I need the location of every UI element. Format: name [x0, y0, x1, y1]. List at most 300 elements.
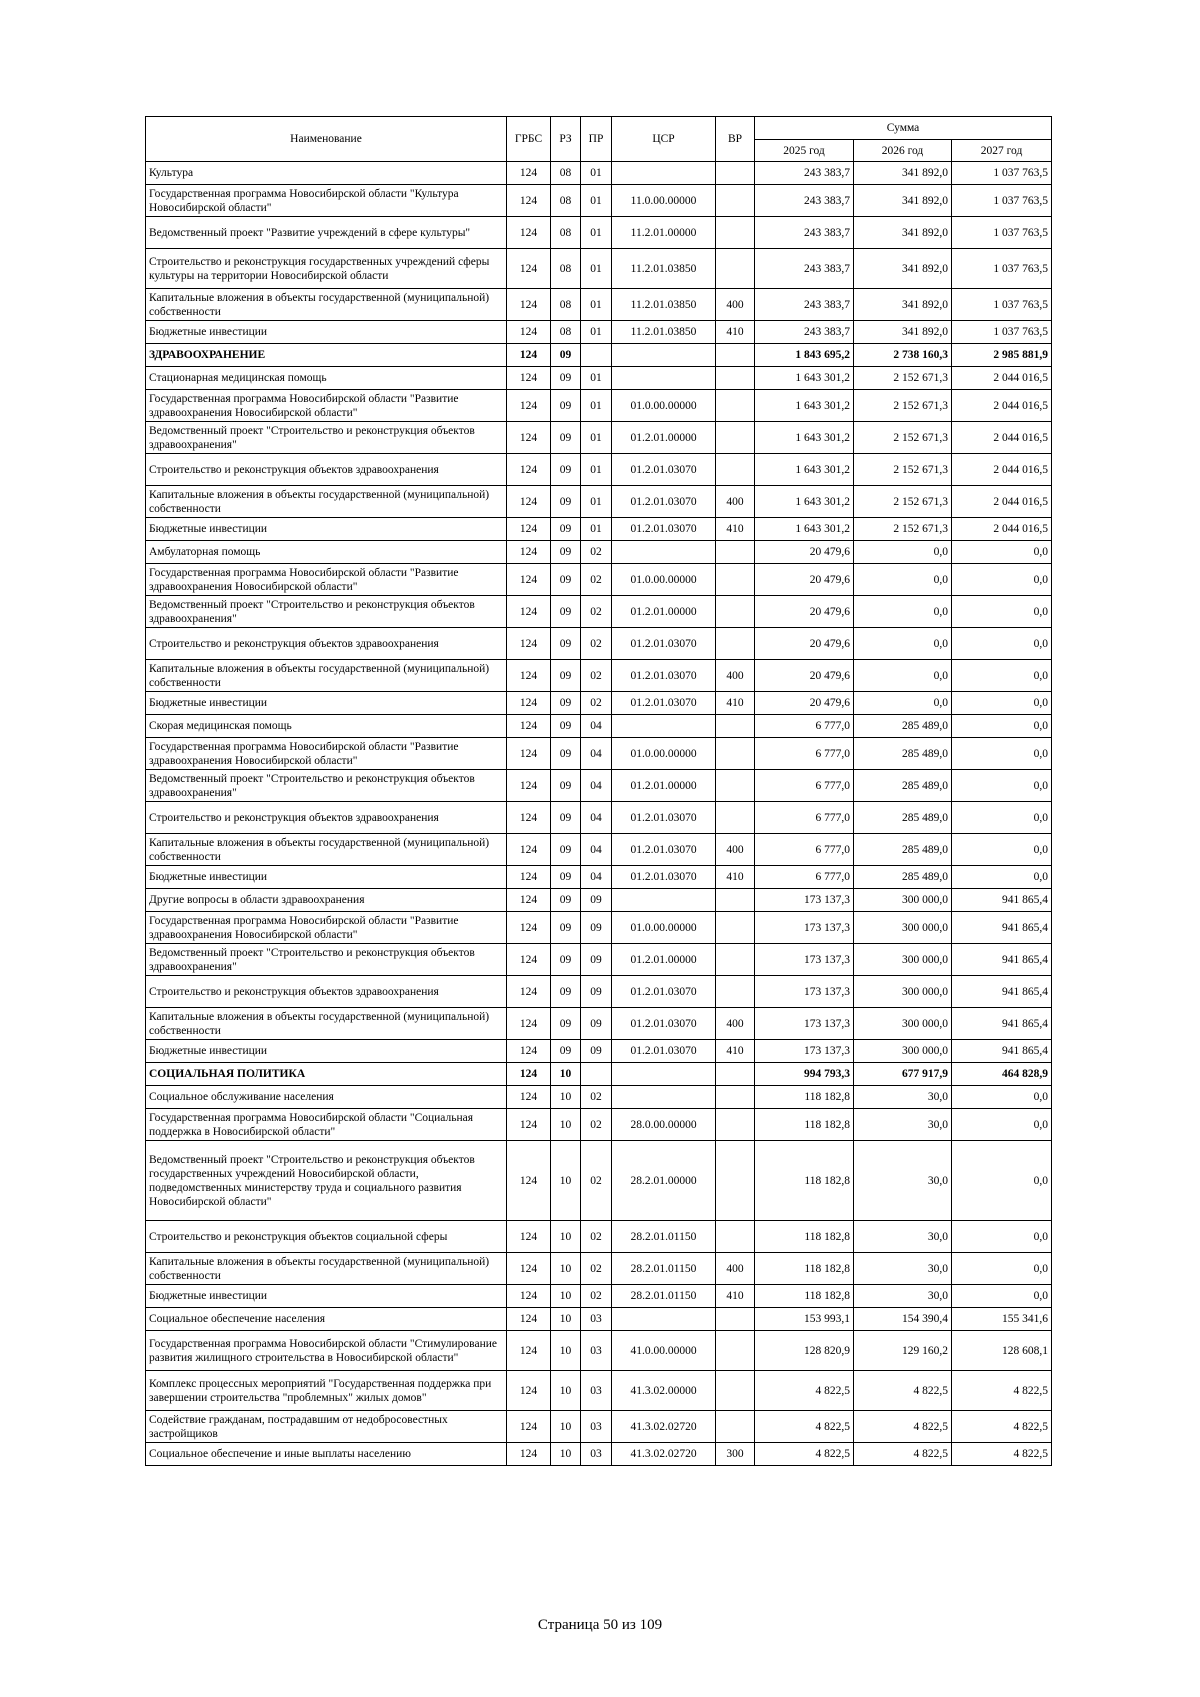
table-row [146, 715, 1052, 738]
row-pr: 02 [581, 1086, 612, 1109]
row-name: Комплекс процессных мероприятий "Государственная поддержка при завершении строительства "проблемных" жилых домов" [146, 1371, 507, 1411]
row-name: Ведомственный проект "Строительство и реконструкция объектов здравоохранения" [146, 596, 507, 628]
row-sum-2027: 1 037 763,5 [952, 289, 1052, 321]
row-pr: 01 [581, 454, 612, 486]
row-sum-2026: 341 892,0 [854, 249, 952, 289]
row-rz: 09 [551, 486, 581, 518]
row-pr: 09 [581, 1040, 612, 1063]
row-csr: 01.2.01.00000 [612, 422, 716, 454]
row-sum-2027: 2 044 016,5 [952, 486, 1052, 518]
row-csr: 01.2.01.00000 [612, 596, 716, 628]
row-rz: 09 [551, 541, 581, 564]
row-grbs: 124 [507, 1109, 551, 1141]
row-csr: 01.2.01.03070 [612, 1040, 716, 1063]
row-csr [612, 367, 716, 390]
row-vr [716, 367, 755, 390]
row-name: Капитальные вложения в объекты государственной (муниципальной) собственности [146, 660, 507, 692]
row-grbs: 124 [507, 1371, 551, 1411]
row-pr: 02 [581, 541, 612, 564]
table-row [146, 596, 1052, 628]
row-vr [716, 162, 755, 185]
row-grbs: 124 [507, 1331, 551, 1371]
row-sum-2027: 4 822,5 [952, 1371, 1052, 1411]
row-grbs: 124 [507, 249, 551, 289]
table-row [146, 289, 1052, 321]
row-name: Государственная программа Новосибирской области "Культура Новосибирской области" [146, 185, 507, 217]
row-vr [716, 596, 755, 628]
row-rz: 08 [551, 185, 581, 217]
header-name: Наименование [146, 117, 507, 162]
row-sum-2026: 30,0 [854, 1285, 952, 1308]
row-name: Социальное обслуживание населения [146, 1086, 507, 1109]
page-number: Страница 50 из 109 [537, 1617, 663, 1633]
row-vr [716, 185, 755, 217]
row-sum-2027: 1 037 763,5 [952, 217, 1052, 249]
row-vr [716, 912, 755, 944]
row-sum-2027: 0,0 [952, 1141, 1052, 1221]
row-sum-2026: 285 489,0 [854, 770, 952, 802]
table-row [146, 1221, 1052, 1253]
row-name: Государственная программа Новосибирской области "Развитие здравоохранения Новосибирской области" [146, 564, 507, 596]
header-rz: РЗ [551, 117, 581, 162]
row-sum-2026: 285 489,0 [854, 738, 952, 770]
row-grbs: 124 [507, 1253, 551, 1285]
row-sum-2027: 941 865,4 [952, 912, 1052, 944]
row-sum-2027: 0,0 [952, 541, 1052, 564]
row-vr [716, 1086, 755, 1109]
row-grbs: 124 [507, 1285, 551, 1308]
row-vr [716, 1141, 755, 1221]
row-sum-2025: 20 479,6 [755, 692, 854, 715]
row-sum-2025: 173 137,3 [755, 889, 854, 912]
budget-table [145, 116, 1052, 1466]
row-rz: 09 [551, 944, 581, 976]
row-rz: 10 [551, 1411, 581, 1443]
row-sum-2027: 128 608,1 [952, 1331, 1052, 1371]
row-sum-2026: 0,0 [854, 692, 952, 715]
row-pr: 04 [581, 802, 612, 834]
row-csr: 01.2.01.03070 [612, 1008, 716, 1040]
row-sum-2027: 941 865,4 [952, 1008, 1052, 1040]
row-csr: 28.2.01.01150 [612, 1285, 716, 1308]
row-sum-2025: 20 479,6 [755, 660, 854, 692]
table-row [146, 367, 1052, 390]
row-rz: 10 [551, 1285, 581, 1308]
row-name: ЗДРАВООХРАНЕНИЕ [146, 344, 507, 367]
row-sum-2027: 0,0 [952, 660, 1052, 692]
row-rz: 09 [551, 518, 581, 541]
row-sum-2026: 0,0 [854, 660, 952, 692]
table-row [146, 422, 1052, 454]
row-pr: 04 [581, 866, 612, 889]
row-vr [716, 1221, 755, 1253]
row-rz: 09 [551, 889, 581, 912]
row-pr: 02 [581, 1109, 612, 1141]
row-grbs: 124 [507, 1086, 551, 1109]
row-pr: 09 [581, 912, 612, 944]
row-pr: 02 [581, 564, 612, 596]
row-name: Культура [146, 162, 507, 185]
row-csr: 01.2.01.00000 [612, 770, 716, 802]
row-grbs: 124 [507, 185, 551, 217]
row-sum-2026: 4 822,5 [854, 1443, 952, 1466]
row-rz: 09 [551, 866, 581, 889]
row-csr [612, 715, 716, 738]
row-name: Строительство и реконструкция объектов здравоохранения [146, 976, 507, 1008]
row-sum-2026: 30,0 [854, 1086, 952, 1109]
row-grbs: 124 [507, 1040, 551, 1063]
row-grbs: 124 [507, 289, 551, 321]
header-year-2027: 2027 год [952, 140, 1052, 162]
row-csr: 41.3.02.00000 [612, 1371, 716, 1411]
row-sum-2025: 6 777,0 [755, 834, 854, 866]
row-pr: 01 [581, 321, 612, 344]
row-name: Государственная программа Новосибирской области "Стимулирование развития жилищного строительства в Новосибирской области" [146, 1331, 507, 1371]
row-pr: 01 [581, 390, 612, 422]
row-pr: 01 [581, 518, 612, 541]
row-csr [612, 889, 716, 912]
row-pr: 04 [581, 715, 612, 738]
row-csr: 41.3.02.02720 [612, 1443, 716, 1466]
row-pr: 02 [581, 1253, 612, 1285]
table-row [146, 692, 1052, 715]
row-name: Скорая медицинская помощь [146, 715, 507, 738]
row-sum-2025: 1 643 301,2 [755, 422, 854, 454]
row-csr: 01.0.00.00000 [612, 390, 716, 422]
row-name: Стационарная медицинская помощь [146, 367, 507, 390]
row-grbs: 124 [507, 321, 551, 344]
row-sum-2026: 30,0 [854, 1221, 952, 1253]
row-sum-2025: 6 777,0 [755, 715, 854, 738]
row-vr [716, 715, 755, 738]
row-rz: 09 [551, 834, 581, 866]
row-vr [716, 541, 755, 564]
row-pr: 01 [581, 217, 612, 249]
row-sum-2025: 118 182,8 [755, 1086, 854, 1109]
row-pr: 03 [581, 1443, 612, 1466]
row-sum-2027: 1 037 763,5 [952, 249, 1052, 289]
row-grbs: 124 [507, 162, 551, 185]
row-grbs: 124 [507, 564, 551, 596]
table-row [146, 1040, 1052, 1063]
row-rz: 09 [551, 912, 581, 944]
row-pr: 03 [581, 1371, 612, 1411]
row-csr: 28.2.01.01150 [612, 1221, 716, 1253]
row-vr: 400 [716, 1008, 755, 1040]
row-rz: 09 [551, 564, 581, 596]
row-vr: 410 [716, 518, 755, 541]
row-sum-2025: 243 383,7 [755, 162, 854, 185]
row-sum-2025: 243 383,7 [755, 249, 854, 289]
row-sum-2025: 243 383,7 [755, 321, 854, 344]
row-csr: 01.2.01.03070 [612, 834, 716, 866]
row-sum-2027: 4 822,5 [952, 1443, 1052, 1466]
row-sum-2026: 129 160,2 [854, 1331, 952, 1371]
table-row [146, 217, 1052, 249]
row-csr: 28.2.01.01150 [612, 1253, 716, 1285]
row-sum-2025: 20 479,6 [755, 541, 854, 564]
row-grbs: 124 [507, 912, 551, 944]
row-pr: 02 [581, 628, 612, 660]
row-rz: 09 [551, 738, 581, 770]
row-grbs: 124 [507, 1141, 551, 1221]
table-row [146, 541, 1052, 564]
row-rz: 08 [551, 321, 581, 344]
row-vr: 400 [716, 486, 755, 518]
row-sum-2027: 0,0 [952, 1086, 1052, 1109]
row-grbs: 124 [507, 454, 551, 486]
row-sum-2027: 0,0 [952, 1253, 1052, 1285]
row-vr [716, 454, 755, 486]
row-name: Бюджетные инвестиции [146, 321, 507, 344]
row-sum-2026: 2 738 160,3 [854, 344, 952, 367]
row-vr: 400 [716, 289, 755, 321]
table-row [146, 1371, 1052, 1411]
row-name: СОЦИАЛЬНАЯ ПОЛИТИКА [146, 1063, 507, 1086]
row-rz: 09 [551, 422, 581, 454]
table-row [146, 770, 1052, 802]
row-pr [581, 344, 612, 367]
row-name: Государственная программа Новосибирской области "Развитие здравоохранения Новосибирской области" [146, 912, 507, 944]
row-csr: 01.2.01.03070 [612, 628, 716, 660]
row-csr: 01.0.00.00000 [612, 564, 716, 596]
header-csr: ЦСР [612, 117, 716, 162]
row-sum-2026: 677 917,9 [854, 1063, 952, 1086]
row-grbs: 124 [507, 834, 551, 866]
row-sum-2027: 2 044 016,5 [952, 422, 1052, 454]
row-vr [716, 1331, 755, 1371]
row-sum-2026: 2 152 671,3 [854, 422, 952, 454]
row-name: Капитальные вложения в объекты государственной (муниципальной) собственности [146, 486, 507, 518]
row-grbs: 124 [507, 1221, 551, 1253]
row-sum-2026: 0,0 [854, 564, 952, 596]
row-vr [716, 1063, 755, 1086]
row-sum-2026: 341 892,0 [854, 162, 952, 185]
row-sum-2025: 118 182,8 [755, 1141, 854, 1221]
table-row [146, 344, 1052, 367]
table-row [146, 912, 1052, 944]
row-sum-2025: 173 137,3 [755, 912, 854, 944]
row-grbs: 124 [507, 1008, 551, 1040]
row-name: Социальное обеспечение населения [146, 1308, 507, 1331]
row-sum-2027: 1 037 763,5 [952, 185, 1052, 217]
row-name: Строительство и реконструкция объектов здравоохранения [146, 454, 507, 486]
row-grbs: 124 [507, 944, 551, 976]
table-row [146, 660, 1052, 692]
row-sum-2027: 0,0 [952, 770, 1052, 802]
table-row [146, 454, 1052, 486]
row-vr [716, 1109, 755, 1141]
row-sum-2027: 1 037 763,5 [952, 321, 1052, 344]
row-vr [716, 976, 755, 1008]
row-sum-2026: 0,0 [854, 541, 952, 564]
table-row [146, 802, 1052, 834]
row-name: Государственная программа Новосибирской области "Социальная поддержка в Новосибирской области" [146, 1109, 507, 1141]
row-sum-2026: 2 152 671,3 [854, 390, 952, 422]
row-sum-2027: 1 037 763,5 [952, 162, 1052, 185]
row-sum-2025: 173 137,3 [755, 1040, 854, 1063]
table-row [146, 834, 1052, 866]
row-rz: 10 [551, 1221, 581, 1253]
row-csr: 11.0.00.00000 [612, 185, 716, 217]
row-rz: 10 [551, 1086, 581, 1109]
row-sum-2027: 0,0 [952, 715, 1052, 738]
table-row [146, 185, 1052, 217]
row-sum-2025: 994 793,3 [755, 1063, 854, 1086]
row-vr [716, 390, 755, 422]
row-sum-2026: 30,0 [854, 1141, 952, 1221]
row-sum-2025: 1 643 301,2 [755, 486, 854, 518]
row-sum-2027: 941 865,4 [952, 1040, 1052, 1063]
row-sum-2026: 2 152 671,3 [854, 518, 952, 541]
table-row [146, 1285, 1052, 1308]
row-csr: 01.2.01.03070 [612, 486, 716, 518]
row-rz: 09 [551, 660, 581, 692]
row-sum-2026: 2 152 671,3 [854, 486, 952, 518]
row-sum-2025: 128 820,9 [755, 1331, 854, 1371]
row-name: Социальное обеспечение и иные выплаты населению [146, 1443, 507, 1466]
row-grbs: 124 [507, 344, 551, 367]
row-csr: 11.2.01.00000 [612, 217, 716, 249]
row-name: Бюджетные инвестиции [146, 518, 507, 541]
row-csr: 01.2.01.03070 [612, 976, 716, 1008]
row-sum-2026: 300 000,0 [854, 944, 952, 976]
row-sum-2025: 20 479,6 [755, 596, 854, 628]
row-sum-2025: 4 822,5 [755, 1411, 854, 1443]
row-sum-2026: 2 152 671,3 [854, 367, 952, 390]
row-sum-2026: 0,0 [854, 628, 952, 660]
row-sum-2027: 0,0 [952, 1109, 1052, 1141]
table-row [146, 1086, 1052, 1109]
row-sum-2025: 118 182,8 [755, 1109, 854, 1141]
row-pr: 01 [581, 249, 612, 289]
row-csr: 28.2.01.00000 [612, 1141, 716, 1221]
row-csr: 41.3.02.02720 [612, 1411, 716, 1443]
table-row [146, 1109, 1052, 1141]
row-sum-2027: 0,0 [952, 628, 1052, 660]
row-csr: 01.2.01.03070 [612, 454, 716, 486]
table-row [146, 321, 1052, 344]
row-sum-2027: 2 044 016,5 [952, 390, 1052, 422]
row-sum-2027: 2 044 016,5 [952, 454, 1052, 486]
row-pr: 02 [581, 692, 612, 715]
row-grbs: 124 [507, 692, 551, 715]
row-vr: 410 [716, 321, 755, 344]
row-grbs: 124 [507, 660, 551, 692]
row-sum-2026: 30,0 [854, 1253, 952, 1285]
row-csr: 01.0.00.00000 [612, 738, 716, 770]
row-csr: 01.2.01.03070 [612, 692, 716, 715]
row-grbs: 124 [507, 866, 551, 889]
row-sum-2026: 300 000,0 [854, 889, 952, 912]
row-sum-2026: 341 892,0 [854, 289, 952, 321]
header-year-2025: 2025 год [755, 140, 854, 162]
row-sum-2025: 4 822,5 [755, 1371, 854, 1411]
row-grbs: 124 [507, 367, 551, 390]
row-csr [612, 162, 716, 185]
row-vr [716, 344, 755, 367]
row-sum-2025: 153 993,1 [755, 1308, 854, 1331]
row-name: Бюджетные инвестиции [146, 692, 507, 715]
row-pr: 01 [581, 185, 612, 217]
row-csr: 01.2.01.00000 [612, 944, 716, 976]
row-grbs: 124 [507, 770, 551, 802]
row-name: Ведомственный проект "Строительство и реконструкция объектов здравоохранения" [146, 422, 507, 454]
row-name: Капитальные вложения в объекты государственной (муниципальной) собственности [146, 289, 507, 321]
row-pr: 03 [581, 1308, 612, 1331]
row-pr: 01 [581, 486, 612, 518]
table-row [146, 738, 1052, 770]
row-name: Строительство и реконструкция объектов социальной сферы [146, 1221, 507, 1253]
table-row [146, 628, 1052, 660]
row-sum-2027: 0,0 [952, 1285, 1052, 1308]
row-sum-2025: 1 643 301,2 [755, 454, 854, 486]
row-grbs: 124 [507, 217, 551, 249]
row-rz: 09 [551, 976, 581, 1008]
row-pr: 02 [581, 660, 612, 692]
row-vr: 410 [716, 866, 755, 889]
row-csr: 01.2.01.03070 [612, 660, 716, 692]
row-vr [716, 564, 755, 596]
row-sum-2027: 0,0 [952, 834, 1052, 866]
row-vr: 400 [716, 834, 755, 866]
table-body [146, 162, 1052, 1466]
row-sum-2025: 173 137,3 [755, 944, 854, 976]
row-sum-2027: 464 828,9 [952, 1063, 1052, 1086]
row-grbs: 124 [507, 889, 551, 912]
row-vr [716, 889, 755, 912]
row-rz: 08 [551, 289, 581, 321]
row-sum-2025: 1 843 695,2 [755, 344, 854, 367]
row-pr: 02 [581, 1141, 612, 1221]
row-sum-2026: 4 822,5 [854, 1371, 952, 1411]
row-vr [716, 422, 755, 454]
row-sum-2025: 118 182,8 [755, 1285, 854, 1308]
row-name: Ведомственный проект "Строительство и реконструкция объектов государственных учреждений Новосибирской области, подведомственных министерству труда и социального развития Новосибирской области" [146, 1141, 507, 1221]
row-sum-2026: 341 892,0 [854, 185, 952, 217]
header-sum: Сумма [755, 117, 1052, 140]
row-vr: 410 [716, 692, 755, 715]
row-csr [612, 1086, 716, 1109]
row-sum-2026: 341 892,0 [854, 321, 952, 344]
row-rz: 08 [551, 217, 581, 249]
row-rz: 10 [551, 1253, 581, 1285]
row-pr [581, 1063, 612, 1086]
row-csr [612, 541, 716, 564]
row-csr [612, 1308, 716, 1331]
row-rz: 09 [551, 628, 581, 660]
row-sum-2026: 300 000,0 [854, 1008, 952, 1040]
row-name: Бюджетные инвестиции [146, 1040, 507, 1063]
table-row [146, 976, 1052, 1008]
row-sum-2025: 1 643 301,2 [755, 518, 854, 541]
row-sum-2027: 4 822,5 [952, 1411, 1052, 1443]
row-sum-2027: 0,0 [952, 564, 1052, 596]
row-rz: 08 [551, 162, 581, 185]
row-csr: 01.2.01.03070 [612, 866, 716, 889]
row-pr: 03 [581, 1411, 612, 1443]
row-grbs: 124 [507, 1411, 551, 1443]
row-rz: 09 [551, 692, 581, 715]
row-name: Строительство и реконструкция государственных учреждений сферы культуры на территории Новосибирской области [146, 249, 507, 289]
row-pr: 01 [581, 162, 612, 185]
row-pr: 09 [581, 1008, 612, 1040]
row-pr: 03 [581, 1331, 612, 1371]
row-sum-2026: 341 892,0 [854, 217, 952, 249]
row-sum-2027: 0,0 [952, 866, 1052, 889]
row-rz: 10 [551, 1308, 581, 1331]
row-rz: 09 [551, 715, 581, 738]
